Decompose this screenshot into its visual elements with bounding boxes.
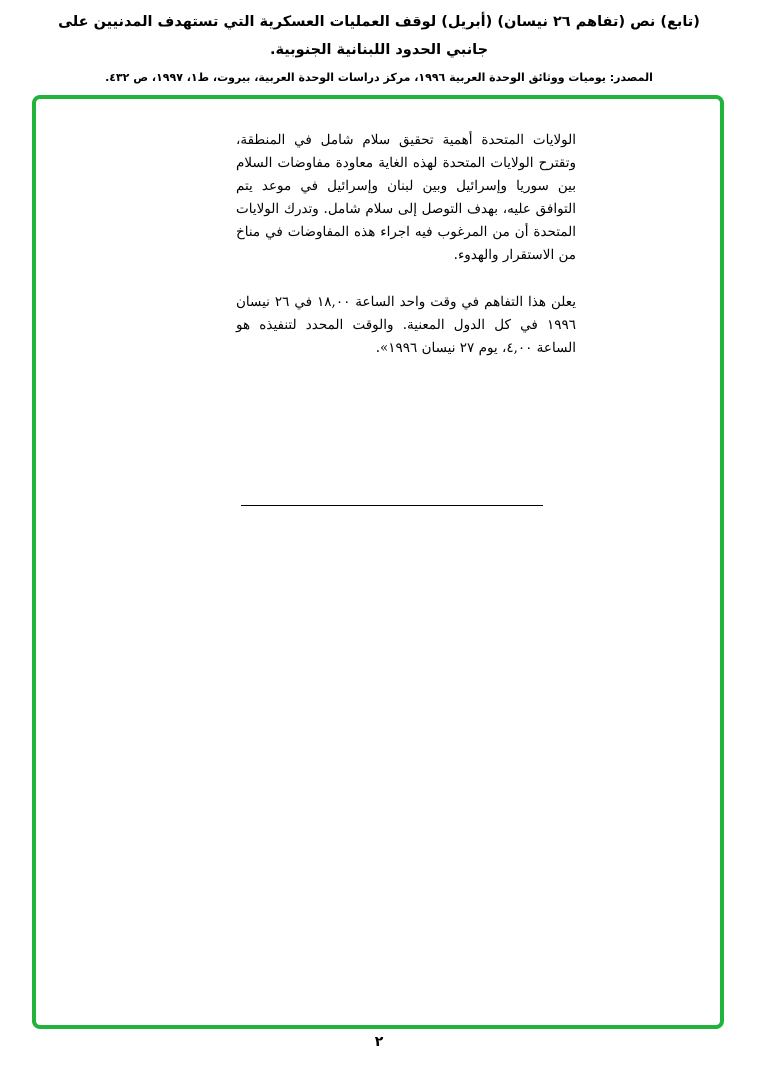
page-number: ٢ <box>374 1034 384 1050</box>
document-frame <box>32 95 724 1029</box>
paragraph-2: يعلن هذا التفاهم في وقت واحد الساعة ١٨,٠٠ في ٢٦ نيسان ١٩٩٦ في كل الدول المعنية. والوقت المحدد لتنفيذه هو الساعة ٤,٠٠، يوم ٢٧ نيسان ١٩٩٦». <box>236 294 576 356</box>
document-title: (تابع) نص (تفاهم ٢٦ نيسان) (أبريل) لوقف العمليات العسكرية التي تستهدف المدنيين على جانبي الحدود اللبنانية الجنوبية. <box>58 14 700 58</box>
paragraph-1: الولايات المتحدة أهمية تحقيق سلام شامل في المنطقة، وتقترح الولايات المتحدة لهذه الغاية معاودة مفاوضات السلام بين سوريا وإسرائيل وبين لبنان وإسرائيل في موعد يتم التوافق عليه، بهدف التوصل إلى سلام شامل. وتدرك الولايات المتحدة أن من المرغوب فيه اجراء هذه المفاوضات في مناخ من الاستقرار والهدوء. <box>236 132 576 263</box>
source-citation: المصدر: يوميات ووثائق الوحدة العربية ١٩٩٦، مركز دراسات الوحدة العربية، بيروت، ط١، ١٩٩٧، ص ٤٣٢. <box>105 71 653 84</box>
page-header <box>40 8 718 86</box>
horizontal-rule <box>241 505 543 506</box>
